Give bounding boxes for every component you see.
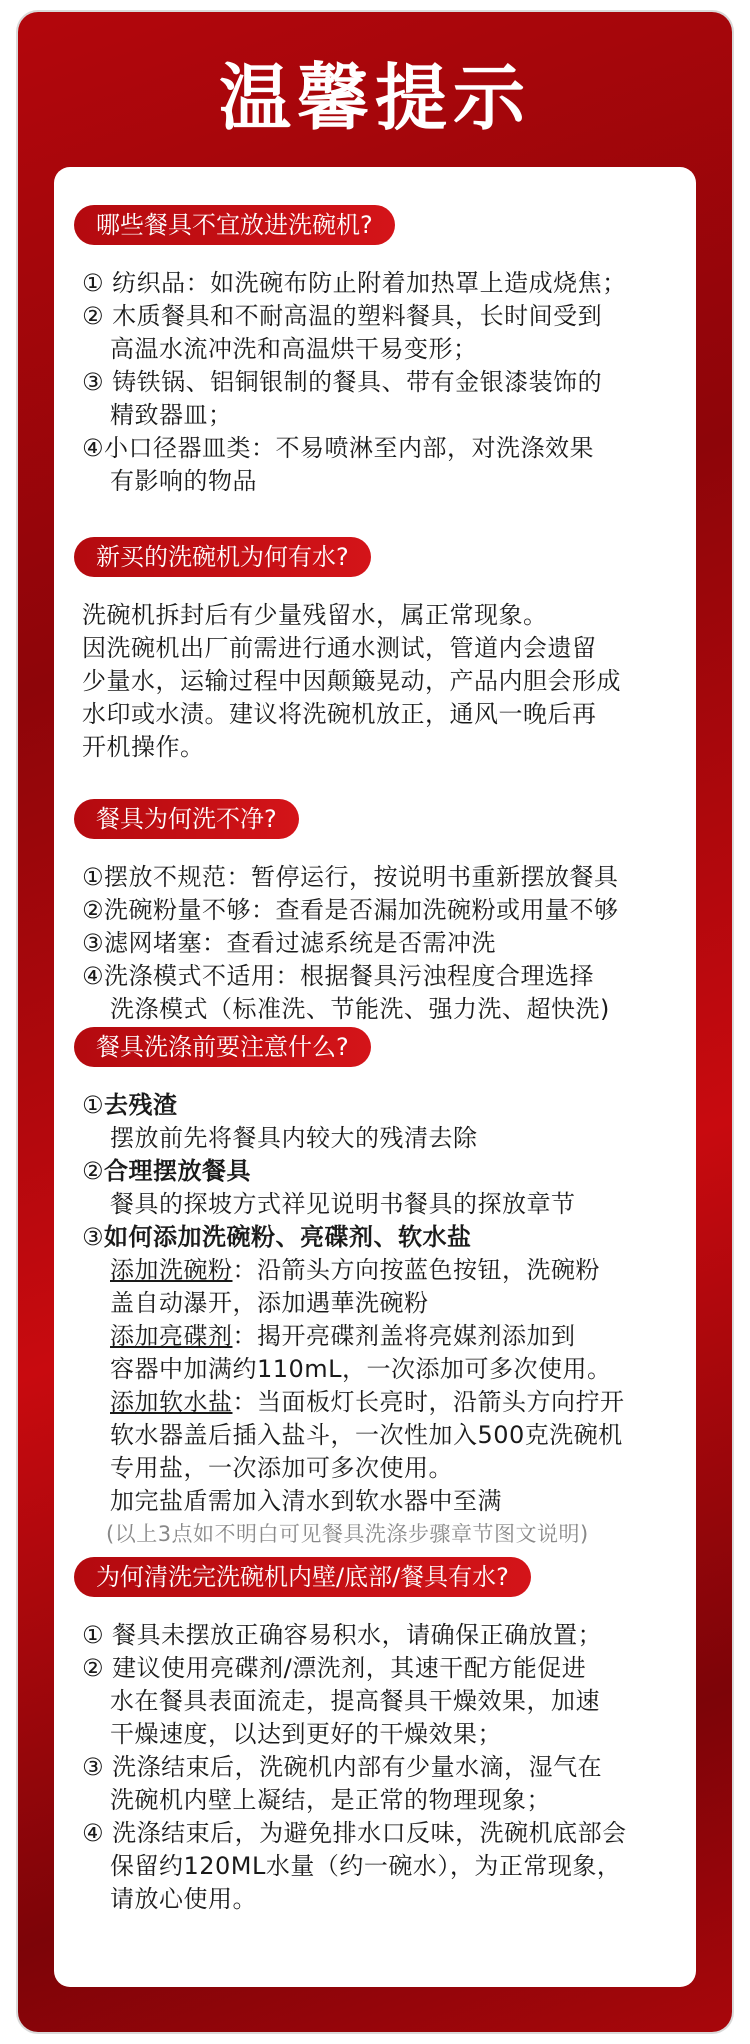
item-title-text: 如何添加洗碗粉、亮碟剂、软水盐 bbox=[104, 1223, 472, 1251]
body-line: ①摆放不规范：暂停运行，按说明书重新摆放餐具 bbox=[82, 863, 619, 891]
item-title-text: 去残渣 bbox=[104, 1091, 178, 1119]
section-body bbox=[82, 861, 676, 1026]
body-line: 洗碗机拆封后有少量残留水，属正常现象。 bbox=[82, 601, 548, 629]
item-number: ① bbox=[82, 1091, 105, 1119]
rinse-label: 添加亮碟剂 bbox=[110, 1322, 233, 1350]
body-line: 洗涤模式（标准洗、节能洗、强力洗、超快洗) bbox=[110, 995, 610, 1023]
body-line: 水在餐具表面流走，提高餐具干燥效果，加速 bbox=[110, 1687, 600, 1715]
body-line: 软水器盖后插入盐斗，一次性加入500克洗碗机 bbox=[110, 1421, 623, 1449]
section-body bbox=[82, 267, 676, 498]
section-heading: 为何清洗完洗碗机内壁/底部/餐具有水? bbox=[74, 1557, 531, 1597]
body-line: ④ 洗涤结束后，为避免排水口反味，洗碗机底部会 bbox=[82, 1819, 627, 1847]
body-line bbox=[82, 1386, 676, 1419]
body-line: 摆放前先将餐具内较大的残清去除 bbox=[110, 1124, 478, 1152]
salt-label: 添加软水盐 bbox=[110, 1388, 233, 1416]
section-heading: 新买的洗碗机为何有水? bbox=[74, 537, 371, 577]
body-line: ③ 洗涤结束后，洗碗机内部有少量水滴，湿气在 bbox=[82, 1753, 603, 1781]
body-line: ④小口径器皿类：不易喷淋至内部，对洗涤效果 bbox=[82, 434, 595, 462]
item-number: ② bbox=[82, 1157, 105, 1185]
body-line: 水印或水渍。建议将洗碗机放正，通风一晚后再 bbox=[82, 700, 597, 728]
body-line: 干燥速度，以达到更好的干燥效果； bbox=[110, 1720, 502, 1748]
item-title bbox=[82, 1089, 676, 1122]
body-line: ② 木质餐具和不耐高温的塑料餐具，长时间受到 bbox=[82, 302, 603, 330]
item-title-text: 合理摆放餐具 bbox=[104, 1157, 252, 1185]
body-line bbox=[82, 1254, 676, 1287]
page-title: 温馨提示 bbox=[218, 56, 531, 140]
body-line: ③ 铸铁锅、铝铜银制的餐具、带有金银漆装饰的 bbox=[82, 368, 603, 396]
body-line: 高温水流冲洗和高温烘干易变形； bbox=[110, 335, 478, 363]
section-heading: 餐具洗涤前要注意什么? bbox=[74, 1027, 371, 1067]
footnote: (以上3点如不明白可见餐具洗涤步骤章节图文说明) bbox=[106, 1522, 589, 1546]
body-line: ② 建议使用亮碟剂/漂洗剂，其速干配方能促进 bbox=[82, 1654, 587, 1682]
item-title bbox=[82, 1155, 676, 1188]
body-line: 少量水，运输过程中因颠簸晃动，产品内胆会形成 bbox=[82, 667, 621, 695]
body-line: 洗碗机内壁上凝结，是正常的物理现象； bbox=[110, 1786, 551, 1814]
powder-label: 添加洗碗粉 bbox=[110, 1256, 233, 1284]
item-title bbox=[82, 1221, 676, 1254]
body-line: 因洗碗机出厂前需进行通水测试，管道内会遗留 bbox=[82, 634, 597, 662]
body-line: 请放心使用。 bbox=[110, 1885, 257, 1913]
body-line: 保留约120ML水量（约一碗水），为正常现象， bbox=[110, 1852, 622, 1880]
section-heading: 哪些餐具不宜放进洗碗机? bbox=[74, 205, 395, 245]
item-number: ③ bbox=[82, 1223, 105, 1251]
body-line: 精致器皿； bbox=[110, 401, 233, 429]
section-body bbox=[82, 1089, 676, 1551]
body-line: ① 餐具未摆放正确容易积水，请确保正确放置； bbox=[82, 1621, 603, 1649]
body-line: ②洗碗粉量不够：查看是否漏加洗碗粉或用量不够 bbox=[82, 896, 619, 924]
body-line: 容器中加满约110mL，一次添加可多次使用。 bbox=[110, 1355, 612, 1383]
salt-text: ：当面板灯长亮时，沿箭头方向拧开 bbox=[232, 1388, 625, 1416]
body-line: 开机操作。 bbox=[82, 733, 205, 761]
body-line bbox=[82, 1320, 676, 1353]
body-line: 餐具的探坡方式祥见说明书餐具的探放章节 bbox=[110, 1190, 576, 1218]
powder-text: ：沿箭头方向按蓝色按钮，洗碗粉 bbox=[232, 1256, 600, 1284]
rinse-text: ：揭开亮碟剂盖将亮媒剂添加到 bbox=[232, 1322, 576, 1350]
body-line: 加完盐盾需加入清水到软水器中至满 bbox=[110, 1487, 502, 1515]
body-line: 有影响的物品 bbox=[110, 467, 257, 495]
content-card bbox=[54, 167, 696, 1987]
body-line: 盖自动瀑开，添加遇華洗碗粉 bbox=[110, 1289, 429, 1317]
body-line: 专用盐，一次添加可多次使用。 bbox=[110, 1454, 453, 1482]
body-line: ① 纺织品：如洗碗布防止附着加热罩上造成烧焦； bbox=[82, 269, 627, 297]
body-line: ④洗涤模式不适用：根据餐具污浊程度合理选择 bbox=[82, 962, 595, 990]
red-frame bbox=[18, 12, 732, 2032]
body-line: ③滤网堵塞：查看过滤系统是否需冲洗 bbox=[82, 929, 497, 957]
section-heading: 餐具为何洗不净? bbox=[74, 799, 299, 839]
section-body bbox=[82, 1619, 676, 1916]
section-body bbox=[82, 599, 676, 764]
